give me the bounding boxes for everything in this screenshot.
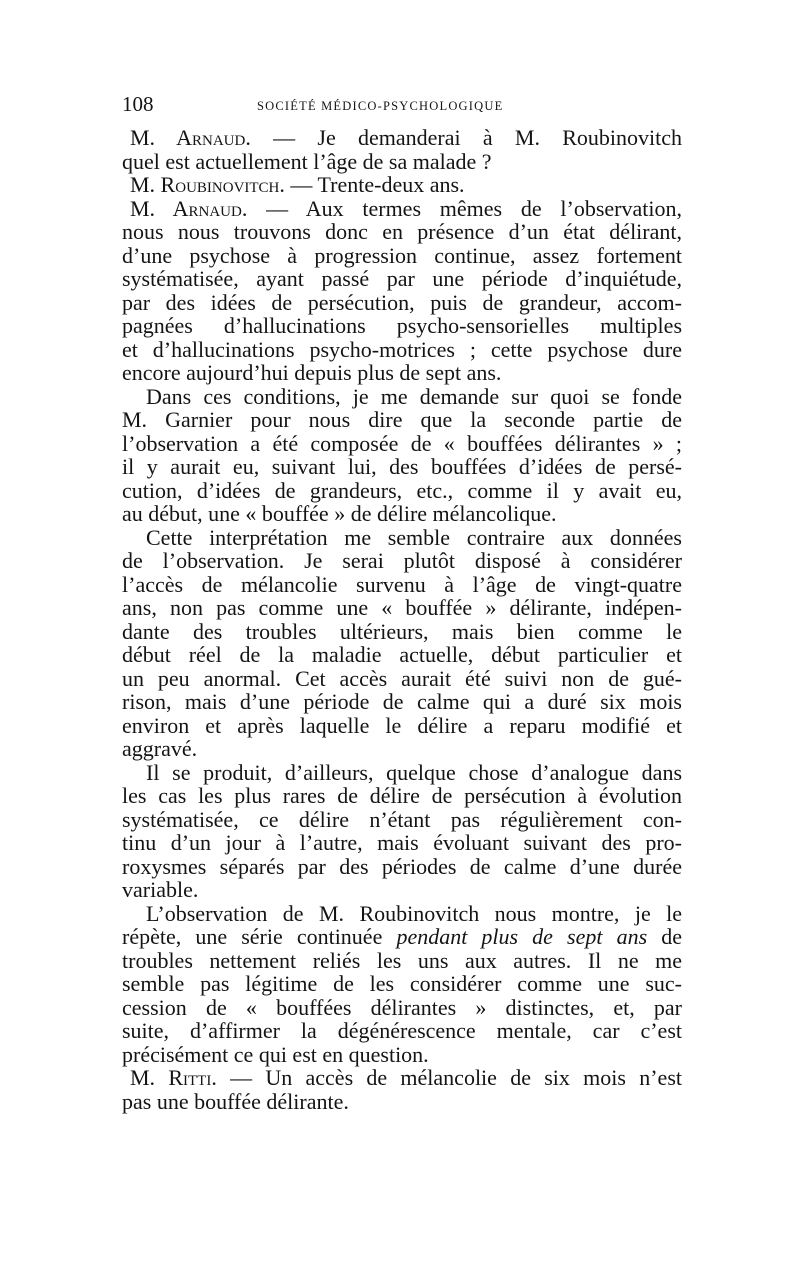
text-line: au début, une « bouffée » de délire mélancolique. (122, 501, 557, 526)
running-head: SOCIÉTÉ MÉDICO-PSYCHOLOGIQUE (257, 99, 504, 113)
text-line: l’observation a été composée de « bouffées délirantes » ; (122, 430, 682, 456)
line-text: répète, une série continuée (122, 924, 397, 949)
text-line: cession de « bouffées délirantes » distinctes, et, par (122, 994, 682, 1020)
text-line: tinu d’un jour à l’autre, mais évoluant suivant des pro- (122, 830, 682, 855)
speaker-name: M. Arnaud. (130, 125, 251, 150)
line-text: de (647, 924, 683, 949)
text-line: L’observation de M. Roubinovitch nous montre, je le (146, 900, 682, 926)
italic-text: pendant plus de sept ans (396, 924, 648, 949)
page-header (122, 92, 682, 118)
text-line: environ et après laquelle le délire a reparu modifié et (122, 712, 682, 738)
speech-text: — Aux termes mêmes de l’observation, (247, 195, 682, 221)
text-line: variable. (122, 877, 199, 902)
speech-text: — Je demanderai à M. Roubinovitch (250, 125, 682, 150)
text-line (122, 925, 682, 949)
text-line: Dans ces conditions, je me demande sur quoi se fonde (146, 383, 682, 409)
text-line: ans, non pas comme une « bouffée » délirante, indépen- (122, 595, 682, 620)
text-line: de l’observation. Je serai plutôt disposé à considérer (122, 548, 682, 573)
text-line: l’accès de mélancolie survenu à l’âge de vingt-quatre (122, 571, 682, 597)
text-line: début réel de la maladie actuelle, début particulier et (122, 642, 682, 667)
speaker-name: M. Ritti. (130, 1065, 217, 1090)
text-line: les cas les plus rares de délire de persécution à évolution (122, 783, 682, 808)
text-line: par des idées de persécution, puis de grandeur, accom- (122, 289, 682, 315)
text-line: Il se produit, d’ailleurs, quelque chose d’analogue dans (146, 759, 682, 785)
text-line: pas une bouffée délirante. (122, 1088, 349, 1114)
text-line: pagnées d’hallucinations psycho-sensorielles multiples (122, 313, 682, 338)
text-line: nous nous trouvons donc en présence d’un état délirant, (122, 219, 682, 244)
text-line: systématisée, ce délire n’étant pas régulièrement con- (122, 806, 682, 832)
text-line (122, 173, 682, 197)
text-line: roxysmes séparés par des périodes de calme d’une durée (122, 853, 682, 879)
text-line: quel est actuellement l’âge de sa malade ? (122, 148, 492, 174)
text-line: aggravé. (122, 736, 198, 761)
text-line: rison, mais d’une période de calme qui a duré six mois (122, 689, 682, 714)
text-line: et d’hallucinations psycho-motrices ; cette psychose dure (122, 336, 682, 362)
text-line: encore aujourd’hui depuis plus de sept ans. (122, 360, 502, 385)
speaker-name: M. Arnaud. (130, 195, 248, 221)
text-line (122, 197, 682, 221)
text-line: semble pas légitime de les considérer comme une suc- (122, 971, 682, 996)
body-text (122, 126, 682, 1113)
text-line: Cette interprétation me semble contraire aux données (146, 524, 682, 550)
text-line: d’une psychose à progression continue, assez fortement (122, 242, 682, 268)
text-line (122, 1066, 682, 1090)
text-line: M. Garnier pour nous dire que la seconde partie de (122, 407, 682, 432)
text-line: troubles nettement reliés les uns aux autres. Il ne me (122, 947, 682, 973)
text-line: dante des troubles ultérieurs, mais bien comme le (122, 618, 682, 644)
text-line: cution, d’idées de grandeurs, etc., comme il y avait eu, (122, 477, 682, 503)
text-line (122, 126, 682, 150)
text-line: suite, d’affirmer la dégénérescence mentale, car c’est (122, 1018, 682, 1043)
page-number: 108 (122, 92, 154, 116)
text-line: précisément ce qui est en question. (122, 1041, 429, 1067)
text-line: systématisée, ayant passé par une période d’inquiétude, (122, 266, 682, 291)
text-line: il y aurait eu, suivant lui, des bouffées d’idées de persé- (122, 454, 682, 479)
text-line: un peu anormal. Cet accès aurait été suivi non de gué- (122, 665, 682, 691)
speaker-name: M. Roubinovitch. (130, 172, 285, 197)
speech-text: — Trente-deux ans. (284, 172, 465, 197)
speech-text: — Un accès de mélancolie de six mois n’est (216, 1065, 682, 1090)
